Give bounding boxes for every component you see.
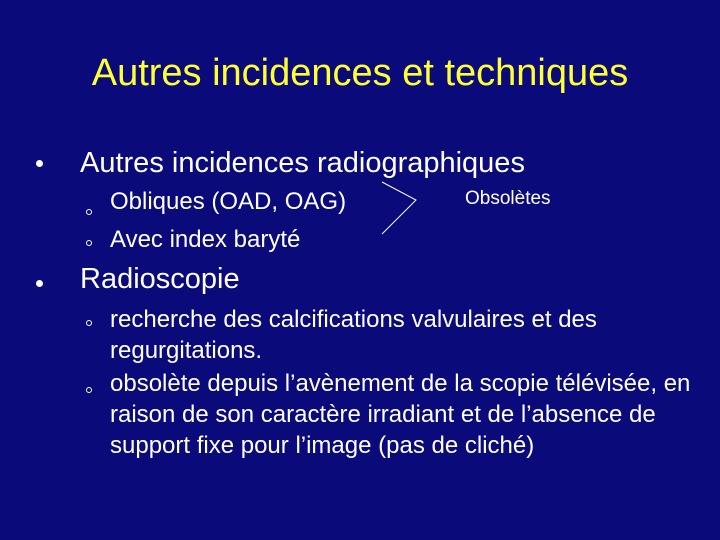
bullet-dot-icon <box>36 160 43 167</box>
list-item: recherche des calcifications valvulaires et des regurgitations. <box>110 306 597 364</box>
list-item: Obliques (OAD, OAG) <box>110 188 347 215</box>
sub-bullet-icon <box>86 387 92 393</box>
obsolete-note: Obsolètes <box>465 188 551 209</box>
sub-bullet-icon <box>86 240 92 246</box>
brace-icon <box>380 180 420 236</box>
section-heading: Autres incidences radiographiques <box>80 147 525 179</box>
slide-title: Autres incidences et techniques <box>91 52 629 94</box>
sub-bullet-icon <box>86 209 92 215</box>
sub-bullet-icon <box>86 320 92 326</box>
list-item: Avec index baryté <box>110 226 301 253</box>
bullet-dot-icon <box>36 280 43 287</box>
section-heading: Radioscopie <box>80 263 240 295</box>
list-item: obsolète depuis l’avènement de la scopie télévisée, en raison de son caractère irradiant et de l’absence de support fixe pour l’image (pas de cliché) <box>110 370 691 459</box>
